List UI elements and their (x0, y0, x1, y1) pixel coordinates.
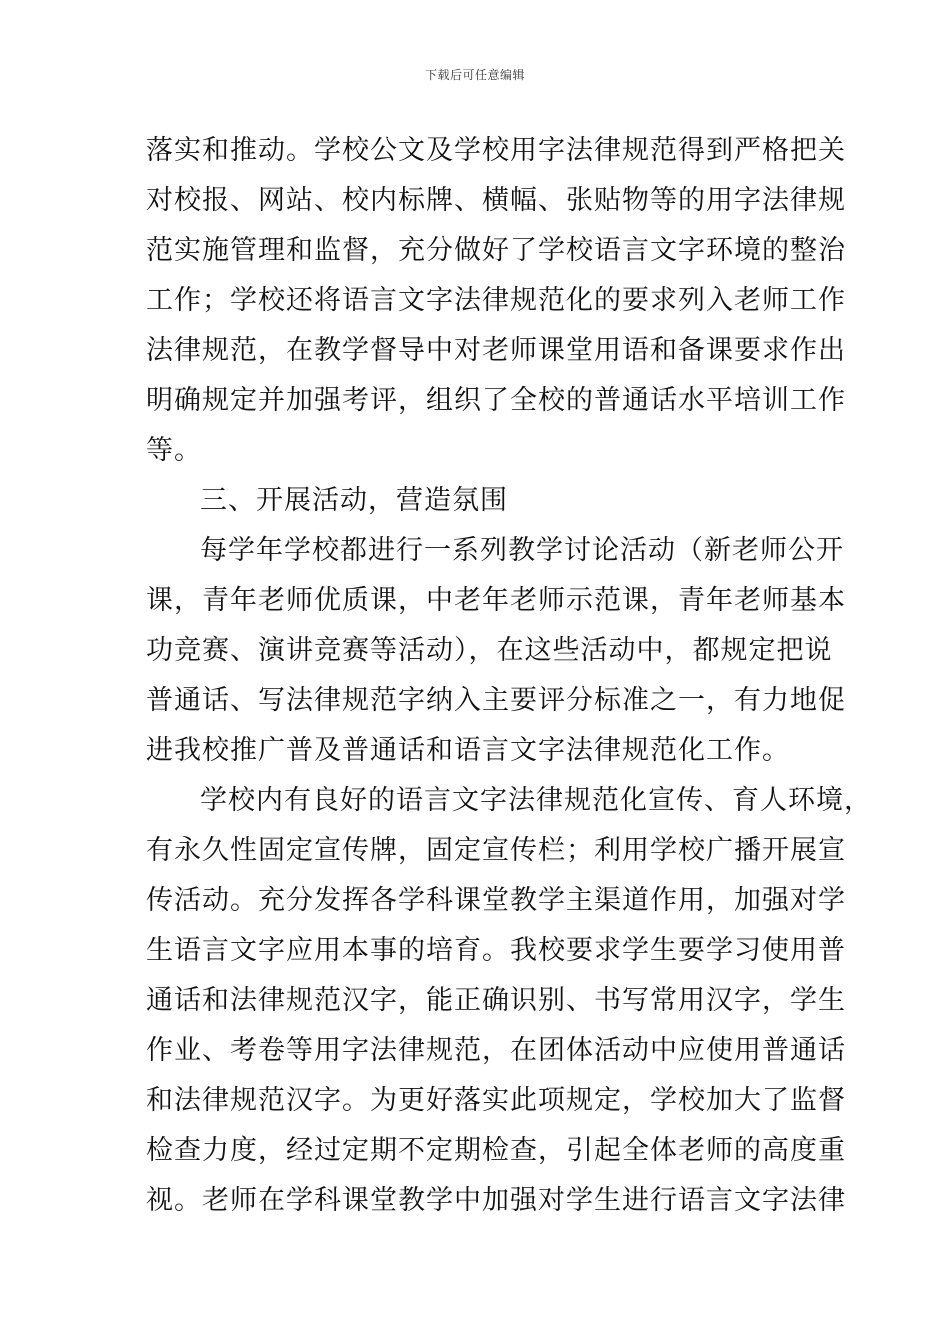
text-line: 普通话、写法律规范字纳入主要评分标准之一，有力地促 (146, 685, 846, 716)
text-line: 和法律规范汉字。为更好落实此项规定，学校加大了监督 (146, 1085, 846, 1116)
text-line: 视。老师在学科课堂教学中加强对学生进行语言文字法律 (146, 1185, 846, 1216)
text-line: 检查力度，经过定期不定期检查，引起全体老师的高度重 (146, 1135, 846, 1166)
text-line: 课，青年老师优质课，中老年老师示范课，青年老师基本 (146, 585, 846, 616)
text-line: 范实施管理和监督，充分做好了学校语言文字环境的整治 (146, 235, 846, 266)
text-line: 等。 (146, 435, 202, 466)
text-line: 对校报、网站、校内标牌、横幅、张贴物等的用字法律规 (146, 185, 846, 216)
text-line: 法律规范，在教学督导中对老师课堂用语和备课要求作出 (146, 335, 846, 366)
text-line: 工作；学校还将语言文字法律规范化的要求列入老师工作 (146, 285, 846, 316)
section-heading: 三、开展活动，营造氛围 (200, 485, 508, 516)
text-line: 作业、考卷等用字法律规范，在团体活动中应使用普通话 (146, 1035, 846, 1066)
text-line: 传活动。充分发挥各学科课堂教学主渠道作用，加强对学 (146, 885, 846, 916)
text-line: 明确规定并加强考评，组织了全校的普通话水平培训工作 (146, 385, 846, 416)
text-line: 学校内有良好的语言文字法律规范化宣传、育人环境， (200, 785, 872, 816)
text-line: 通话和法律规范汉字，能正确识别、书写常用汉字，学生 (146, 985, 846, 1016)
text-line: 每学年学校都进行一系列教学讨论活动（新老师公开 (200, 535, 844, 566)
text-line: 进我校推广普及普通话和语言文字法律规范化工作。 (146, 735, 790, 766)
document-body (146, 126, 872, 1226)
page-header-note: 下载后可任意编辑 (424, 68, 525, 82)
text-line: 落实和推动。学校公文及学校用字法律规范得到严格把关 (146, 135, 846, 166)
text-line: 功竞赛、演讲竞赛等活动），在这些活动中，都规定把说 (146, 635, 833, 666)
text-line: 生语言文字应用本事的培育。我校要求学生要学习使用普 (146, 935, 846, 966)
text-line: 有永久性固定宣传牌，固定宣传栏；利用学校广播开展宣 (146, 835, 846, 866)
